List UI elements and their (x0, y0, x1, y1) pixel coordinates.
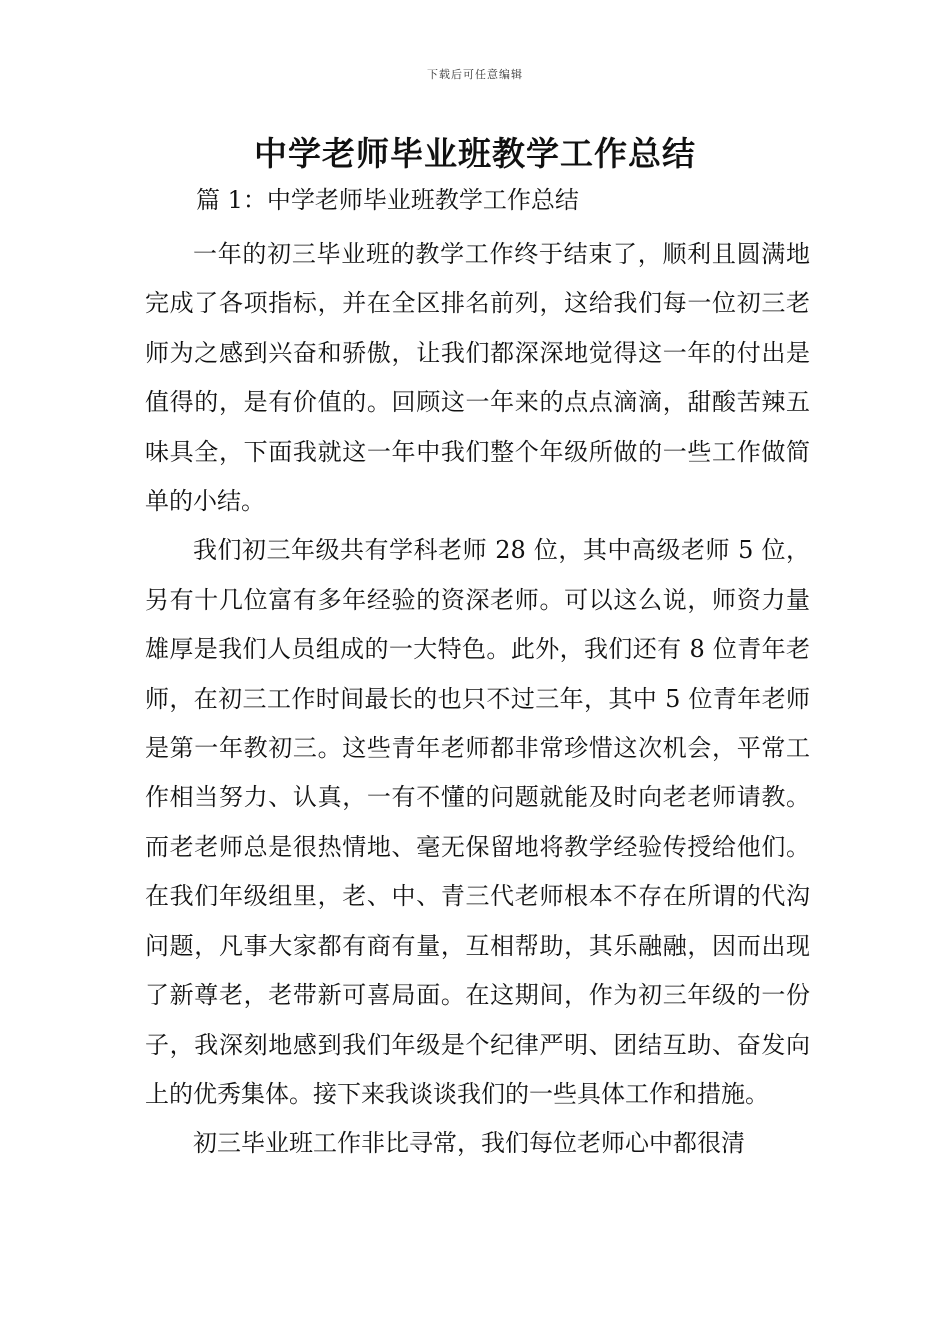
document-body (145, 230, 810, 1169)
paragraph-1: 一年的初三毕业班的教学工作终于结束了，顺利且圆满地完成了各项指标，并在全区排名前列，这给我们每一位初三老师为之感到兴奋和骄傲，让我们都深深地觉得这一年的付出是值得的，是有价值的。回顾这一年来的点点滴滴，甜酸苦辣五味具全，下面我就这一年中我们整个年级所做的一些工作做简单的小结。 (145, 240, 810, 516)
paragraph-2: 我们初三年级共有学科老师 28 位，其中高级老师 5 位，另有十几位富有多年经验的资深老师。可以这么说，师资力量雄厚是我们人员组成的一大特色。此外，我们还有 8 位青年老师，在初三工作时间最长的也只不过三年，其中 5 位青年老师是第一年教初三。这些青年老师都非常珍惜这次机会，平常工作相当努力、认真，一有不懂的问题就能及时向老老师请教。而老老师总是很热情地、毫无保留地将教学经验传授给他们。在我们年级组里，老、中、青三代老师根本不存在所谓的代沟问题，凡事大家都有商有量，互相帮助，其乐融融，因而出现了新尊老，老带新可喜局面。在这期间，作为初三年级的一份子，我深刻地感到我们年级是个纪律严明、团结互助、奋发向上的优秀集体。接下来我谈谈我们的一些具体工作和措施。 (145, 536, 810, 1108)
paragraph-3: 初三毕业班工作非比寻常，我们每位老师心中都很清 (193, 1129, 745, 1158)
header-note: 下载后可任意编辑 (427, 68, 523, 81)
section-heading: 篇 1：中学老师毕业班教学工作总结 (196, 186, 579, 214)
document-title: 中学老师毕业班教学工作总结 (254, 134, 696, 173)
